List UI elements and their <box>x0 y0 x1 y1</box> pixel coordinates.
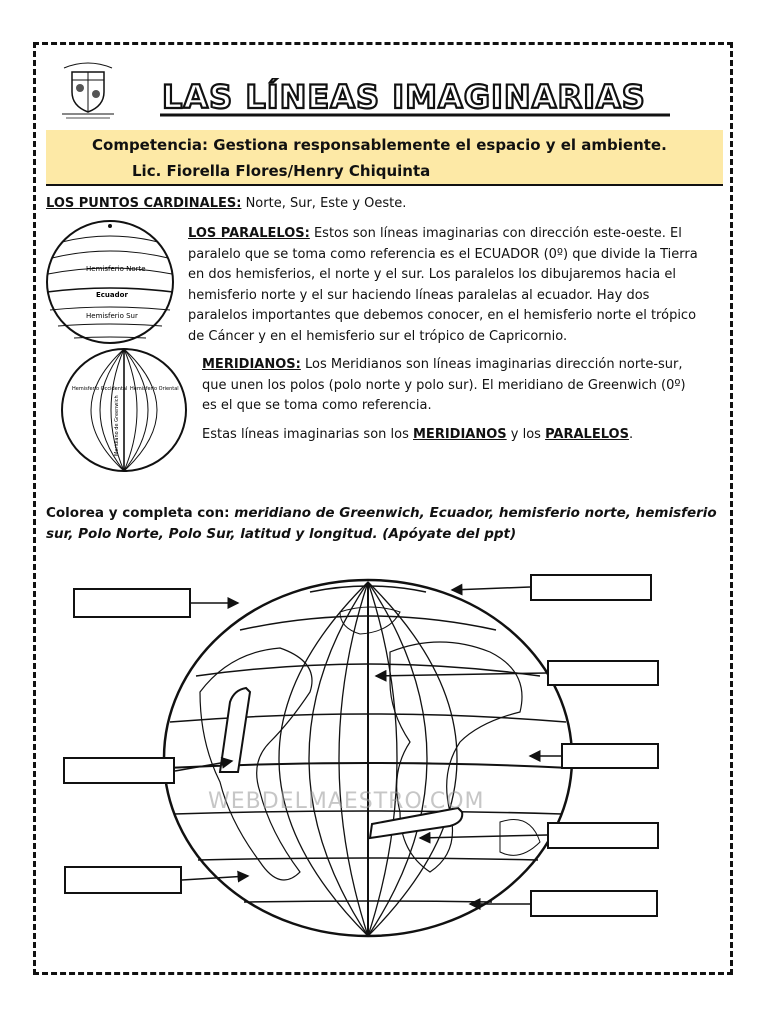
cardinal-points-label: LOS PUNTOS CARDINALES: <box>46 196 242 211</box>
summary-text: Estas líneas imaginarias son los <box>202 427 413 442</box>
teachers-text: Lic. Fiorella Flores/Henry Chiquinta <box>132 162 431 180</box>
parallels-line: de Cáncer y en el hemisferio sur el trópico de Capricornio. <box>188 328 568 344</box>
activity-pre: Colorea y completa con: <box>46 505 235 521</box>
meridians-summary <box>202 425 633 446</box>
parallels-line: paralelo que se toma como referencia es el ECUADOR (0º) que divide la Tierra <box>188 246 698 262</box>
activity-terms: sur, Polo Norte, Polo Sur, latitud y longitud. (Apóyate del ppt) <box>46 526 517 542</box>
parallels-globe <box>44 218 176 346</box>
meridians-line: Los Meridianos son líneas imaginarias dirección norte-sur, <box>300 357 683 372</box>
summary-parallels: PARALELOS <box>545 427 629 442</box>
activity-terms: meridiano de Greenwich, Ecuador, hemisferio norte, hemisferio <box>234 505 717 521</box>
watermark-text: WEBDELMAESTRO.COM <box>208 789 485 814</box>
meridians-globe <box>58 346 190 474</box>
activity-instructions <box>46 503 726 545</box>
world-globe <box>160 572 576 940</box>
summary-text: y los <box>506 427 546 442</box>
parallels-line: en dos hemisferios, el norte y el sur. Los paralelos los dibujaremos hacia el <box>188 267 676 282</box>
meridians-line: que unen los polos (polo norte y polo sur). El meridiano de Greenwich (0º) <box>202 377 686 393</box>
cardinal-points-text: Norte, Sur, Este y Oeste. <box>241 196 407 211</box>
parallels-line: hemisferio norte y el sur haciendo líneas paralelas al ecuador. Hay dos <box>188 287 650 303</box>
answer-box[interactable] <box>63 757 175 784</box>
competence-text: Competencia: Gestiona responsablemente el espacio y el ambiente. <box>92 136 667 154</box>
parallels-label: LOS PARALELOS: <box>188 226 310 241</box>
answer-box[interactable] <box>561 743 659 769</box>
summary-text: . <box>628 427 634 442</box>
parallels-line: paralelos importantes que debemos conocer, en el hemisferio norte el trópico <box>188 308 697 323</box>
answer-box[interactable] <box>547 822 659 849</box>
west-hemisphere-label: Hemisferio Occidental <box>72 386 128 392</box>
school-crest-icon <box>58 58 118 120</box>
greenwich-label: Meridiano de Greenwich <box>114 395 120 456</box>
south-hemisphere-label: Hemisferio Sur <box>86 312 138 320</box>
answer-box[interactable] <box>530 574 652 601</box>
parallels-paragraph <box>188 224 724 347</box>
meridians-paragraph <box>202 355 724 417</box>
summary-meridians: MERIDIANOS <box>413 427 507 442</box>
equator-label: Ecuador <box>96 291 128 299</box>
meridians-label: MERIDIANOS: <box>202 357 301 372</box>
parallels-line: Estos son líneas imaginarias con dirección este-oeste. El <box>309 226 682 241</box>
page-title <box>160 78 670 118</box>
north-hemisphere-label: Hemisferio Norte <box>86 265 146 273</box>
answer-box[interactable] <box>73 588 191 618</box>
meridians-line: es el que se toma como referencia. <box>202 398 432 413</box>
answer-box[interactable] <box>530 890 658 917</box>
page-title-text: LAS LÍNEAS IMAGINARIAS <box>162 78 646 116</box>
answer-box[interactable] <box>547 660 659 686</box>
east-hemisphere-label: Hemisferio Oriental <box>130 386 179 392</box>
answer-box[interactable] <box>64 866 182 894</box>
cardinal-points-line <box>46 194 406 215</box>
